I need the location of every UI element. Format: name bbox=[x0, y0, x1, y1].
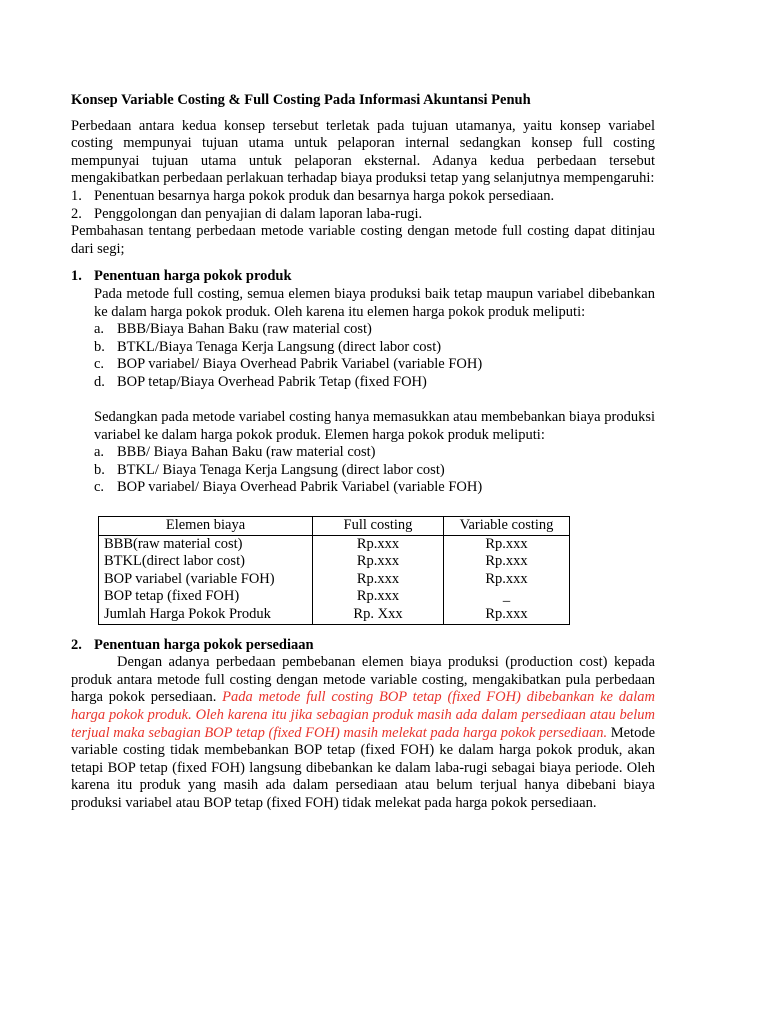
list-text: BTKL/ Biaya Tenaga Kerja Langsung (direct labor cost) bbox=[117, 461, 445, 478]
table-cell: BOP tetap (fixed FOH) bbox=[99, 588, 313, 606]
list-item bbox=[94, 462, 655, 480]
intro-item-text: Penggolongan dan penyajian di dalam laporan laba-rugi. bbox=[94, 205, 423, 222]
list-text: BOP variabel/ Biaya Overhead Pabrik Variabel (variable FOH) bbox=[117, 479, 483, 496]
table-cell: Rp.xxx bbox=[313, 553, 444, 571]
table-cell: Rp.xxx bbox=[313, 571, 444, 589]
section2-text-before: Dengan adanya perbedaan pembebanan elemen biaya produksi (production cost) kepada produk antara metode full costing dengan metode variable costing, mengakibatkan pula perbedaan harga pokok persediaan. bbox=[71, 654, 655, 706]
table-cell: BBB(raw material cost) bbox=[99, 535, 313, 553]
list-letter: c. bbox=[94, 356, 105, 373]
spacer bbox=[94, 392, 655, 410]
table-cell: _ bbox=[444, 588, 570, 606]
intro-closing: Pembahasan tentang perbedaan metode variable costing dengan metode full costing dapat ditinjau dari segi; bbox=[71, 223, 655, 257]
list-text: BBB/ Biaya Bahan Baku (raw material cost) bbox=[117, 444, 376, 461]
section1-number: 1. bbox=[71, 268, 82, 285]
table-cell: Rp.xxx bbox=[444, 606, 570, 624]
list-letter: b. bbox=[94, 338, 105, 355]
table-cell: Jumlah Harga Pokok Produk bbox=[99, 606, 313, 624]
section1-heading bbox=[71, 268, 655, 286]
list-item bbox=[94, 339, 655, 357]
list-item bbox=[94, 479, 655, 497]
table-row bbox=[99, 553, 570, 571]
document-title: Konsep Variable Costing & Full Costing Pada Informasi Akuntansi Penuh bbox=[71, 92, 531, 108]
intro-item-number: 2. bbox=[71, 205, 82, 222]
table-row bbox=[99, 588, 570, 606]
section2-title: Penentuan harga pokok persediaan bbox=[94, 636, 314, 653]
list-letter: a. bbox=[94, 321, 105, 338]
table-row bbox=[99, 571, 570, 589]
intro-item bbox=[71, 206, 655, 224]
table-header-cell: Variable costing bbox=[444, 517, 570, 536]
table-cell: Rp.xxx bbox=[444, 571, 570, 589]
document-page bbox=[71, 92, 655, 813]
table-cell: Rp.xxx bbox=[444, 553, 570, 571]
table-cell: BOP variabel (variable FOH) bbox=[99, 571, 313, 589]
intro-item-number: 1. bbox=[71, 187, 82, 204]
list-item bbox=[94, 444, 655, 462]
list-item bbox=[94, 356, 655, 374]
intro-paragraph: Perbedaan antara kedua konsep tersebut terletak pada tujuan utamanya, yaitu konsep variabel costing mempunyai tujuan utama untuk pelaporan internal sedangkan konsep full costing mempunyai tujuan utama untuk pelaporan eksternal. Adanya kedua perbedaan tersebut mengakibatkan perbedaan perlakuan terhadap biaya produksi tetap yang selanjutnya mempengaruhi: bbox=[71, 117, 655, 187]
section2-text-after: Metode variable costing tidak membebankan BOP tetap (fixed FOH) ke dalam harga pokok produk, akan tetapi BOP tetap (fixed FOH) langsung dibebankan ke dalam laba-rugi sebagai biaya periode. Oleh karena itu produk yang masih ada dalam persediaan atau belum terjual hanya dibebani biaya produksi variabel atau BOP tetap (fixed FOH) tidak melekat pada harga pokok persediaan. bbox=[71, 724, 656, 811]
section2-highlight: Pada metode full costing BOP tetap (fixed FOH) dibebankan ke dalam harga pokok produk. Oleh karena itu jika sebagian produk masih ada dalam persediaan atau belum terjual maka sebagian BOP tetap (fixed FOH) masih melekat pada harga pokok persediaan. bbox=[71, 689, 655, 741]
list-item bbox=[94, 374, 655, 392]
section2-heading bbox=[71, 637, 655, 655]
table-cell: Rp.xxx bbox=[444, 535, 570, 553]
table-row bbox=[99, 535, 570, 553]
list-text: BTKL/Biaya Tenaga Kerja Langsung (direct labor cost) bbox=[117, 338, 442, 355]
section2-paragraph bbox=[71, 654, 655, 812]
table-header-cell: Full costing bbox=[313, 517, 444, 536]
table-cell: Rp. Xxx bbox=[313, 606, 444, 624]
table-cell: Rp.xxx bbox=[313, 535, 444, 553]
intro-item bbox=[71, 188, 655, 206]
list-letter: a. bbox=[94, 444, 105, 461]
list-item bbox=[94, 321, 655, 339]
table-header-cell: Elemen biaya bbox=[99, 517, 313, 536]
intro-item-text: Penentuan besarnya harga pokok produk dan besarnya harga pokok persediaan. bbox=[94, 187, 555, 204]
list-letter: b. bbox=[94, 461, 105, 478]
section1-body bbox=[94, 286, 655, 497]
table-row bbox=[99, 606, 570, 624]
table-header-row bbox=[99, 517, 570, 536]
list-letter: d. bbox=[94, 373, 105, 390]
list-letter: c. bbox=[94, 479, 105, 496]
list-text: BOP variabel/ Biaya Overhead Pabrik Variabel (variable FOH) bbox=[117, 356, 483, 373]
section1-paragraph-2: Sedangkan pada metode variabel costing hanya memasukkan atau membebankan biaya produksi variabel ke dalam harga pokok produk. Elemen harga pokok produk meliputi: bbox=[94, 409, 655, 443]
section1-title: Penentuan harga pokok produk bbox=[94, 268, 292, 285]
cost-comparison-table bbox=[98, 516, 570, 625]
section2-number: 2. bbox=[71, 636, 82, 653]
section1-paragraph: Pada metode full costing, semua elemen biaya produksi baik tetap maupun variabel dibebankan ke dalam harga pokok produk. Oleh karena itu elemen harga pokok produk meliputi: bbox=[94, 285, 655, 320]
table-cell: BTKL(direct labor cost) bbox=[99, 553, 313, 571]
list-text: BOP tetap/Biaya Overhead Pabrik Tetap (fixed FOH) bbox=[117, 373, 427, 390]
table-cell: Rp.xxx bbox=[313, 588, 444, 606]
list-text: BBB/Biaya Bahan Baku (raw material cost) bbox=[117, 321, 372, 338]
